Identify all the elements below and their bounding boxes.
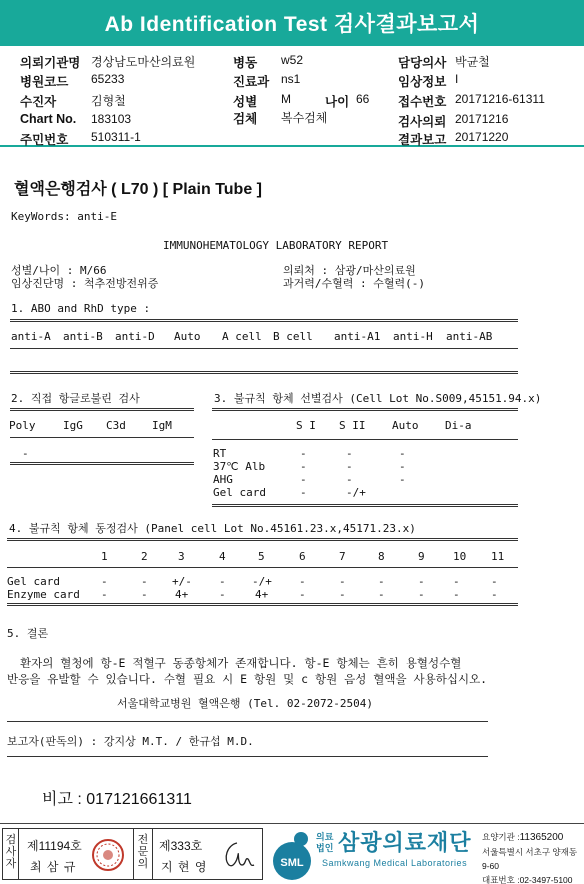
patient-value: 김형철: [91, 94, 126, 108]
specialist-name: 지 현 영: [161, 860, 208, 874]
dat-col-1: Poly: [9, 419, 36, 432]
sex-label: 성별: [233, 95, 258, 109]
divider: [152, 829, 153, 879]
specimen-label: 검체: [233, 112, 258, 126]
panel-cell: -: [339, 588, 346, 601]
panel-cell: -: [141, 588, 148, 601]
examiner-name: 최 삼 규: [30, 860, 77, 874]
company-phone: 대표번호 :02-3497-5100: [482, 875, 573, 884]
panel-cell: -: [219, 575, 226, 588]
diagnosis-line: 임상진단명 : 척추전방전위증: [11, 277, 159, 290]
panel-col-header: 5: [258, 550, 265, 563]
code-value: 65233: [91, 72, 125, 86]
request-value: 20171216: [455, 112, 509, 126]
history-line: 과거력/수혈력 : 수혈력(-): [283, 277, 425, 290]
legal-line-1: 의료: [316, 832, 334, 842]
divider: [133, 829, 134, 879]
rrn-label: 주민번호: [20, 133, 69, 147]
conclusion-line-2: 반응을 유발할 수 있습니다. 수혈 필요 시 E 항원 및 c 항원 음성 혈액을 사용하십시오.: [7, 672, 488, 686]
screen-row-label: AHG: [213, 473, 233, 486]
logo-text: SML: [280, 857, 304, 869]
screen-cell: -: [346, 460, 353, 473]
panel-cell: -: [453, 575, 460, 588]
dat-col-4: IgM: [152, 419, 172, 432]
patient-label: 수진자: [20, 95, 57, 109]
screen-col-2: S II: [339, 419, 366, 432]
panel-cell: +/-: [172, 575, 192, 588]
divider: [7, 603, 518, 606]
doctor-value: 박균철: [455, 55, 490, 69]
footer: [0, 823, 584, 884]
signature-icon: [217, 837, 257, 873]
panel-cell: -: [101, 575, 108, 588]
company-name: 삼광의료재단: [338, 830, 472, 855]
screen-cell: -: [399, 460, 406, 473]
company-contact: [482, 830, 584, 884]
screen-title: 3. 불규칙 항체 선별검사 (Cell Lot No.S009,45151.94.x): [214, 392, 542, 405]
panel-cell: 4+: [255, 588, 269, 601]
screen-cell: -: [300, 473, 307, 486]
dept-value: ns1: [281, 72, 301, 86]
panel-col-header: 10: [453, 550, 467, 563]
screen-col-1: S I: [296, 419, 316, 432]
request-label: 검사의뢰: [398, 115, 447, 129]
dept-label: 진료과: [233, 75, 270, 89]
keywords: KeyWords: anti-E: [11, 210, 117, 223]
examiner-label: 검사자: [5, 834, 17, 870]
panel-cell: -: [299, 575, 306, 588]
legal-line-2: 법인: [316, 843, 334, 853]
legal-entity: [316, 832, 333, 854]
divider: [10, 408, 194, 411]
screen-cell: -: [300, 486, 307, 499]
chart-value: 183103: [91, 112, 132, 126]
screen-row-label: 37℃ Alb: [213, 460, 266, 473]
sex-age-line: 성별/나이 : M/66: [11, 264, 107, 277]
panel-title: 4. 불규칙 항체 동정검사 (Panel cell Lot No.45161.23.x,45171.23.x): [9, 522, 416, 535]
panel-col-header: 6: [299, 550, 306, 563]
abo-col-2: anti-B: [63, 330, 103, 343]
divider: [212, 439, 518, 440]
specimen-value: 복수검체: [281, 111, 328, 125]
divider: [7, 538, 518, 541]
divider: [10, 371, 518, 374]
divider: [10, 462, 194, 465]
panel-cell: -: [491, 588, 498, 601]
divider: [18, 829, 19, 879]
divider: [7, 756, 488, 757]
seal-icon: [91, 838, 125, 872]
sml-logo-icon: [268, 829, 316, 881]
panel-cell: -/+: [252, 575, 272, 588]
panel-cell: -: [491, 575, 498, 588]
panel-col-header: 1: [101, 550, 108, 563]
abo-col-3: anti-D: [115, 330, 155, 343]
dat-col-3: C3d: [106, 419, 126, 432]
conclusion-line-1: 환자의 혈청에 항-E 적혈구 동종항체가 존재합니다. 항-E 항체는 흔히 용혈성수혈: [20, 656, 462, 670]
conclusion-title: 5. 결론: [7, 627, 49, 640]
requester-line: 의뢰처 : 삼광/마산의료원: [283, 264, 416, 277]
panel-col-header: 9: [418, 550, 425, 563]
divider: [10, 437, 194, 438]
panel-cell: -: [418, 588, 425, 601]
divider: [10, 348, 518, 349]
specialist-license: 제333호: [159, 839, 203, 853]
section-title: 혈액은행검사 ( L70 ) [ Plain Tube ]: [14, 181, 263, 198]
panel-row-label: Gel card: [7, 575, 60, 588]
panel-col-header: 11: [491, 550, 505, 563]
panel-cell: -: [101, 588, 108, 601]
examiner-license: 제11194호: [27, 839, 82, 853]
age-value: 66: [356, 92, 370, 106]
ward-value: w52: [281, 53, 304, 67]
report-date-value: 20171220: [455, 130, 509, 144]
screen-cell: -: [300, 447, 307, 460]
institution-code: 요양기관 :11365200: [482, 832, 564, 843]
reporter-line: 보고자(판독의) : 강지상 M.T. / 한규섭 M.D.: [7, 735, 254, 748]
panel-cell: -: [219, 588, 226, 601]
code-label: 병원코드: [20, 75, 69, 89]
age-label: 나이: [325, 95, 350, 109]
panel-cell: -: [299, 588, 306, 601]
hospital-value: 경상남도마산의료원: [91, 55, 196, 69]
signature-box: [2, 828, 263, 880]
company-name-en: Samkwang Medical Laboratories: [322, 858, 468, 868]
panel-row-label: Enzyme card: [7, 588, 80, 601]
dat-title: 2. 직접 항글로불린 검사: [11, 392, 140, 405]
screen-row-label: Gel card: [213, 486, 266, 499]
screen-cell: -: [346, 447, 353, 460]
divider: [212, 408, 518, 411]
panel-col-header: 4: [219, 550, 226, 563]
patient-info: [0, 47, 584, 147]
dat-col-2: IgG: [63, 419, 83, 432]
remark-label: 비고 :: [42, 791, 82, 808]
lab-report-title: IMMUNOHEMATOLOGY LABORATORY REPORT: [163, 239, 389, 252]
specialist-label: 전문의: [137, 834, 149, 870]
abo-col-8: anti-H: [393, 330, 433, 343]
report-title: Ab Identification Test 검사결과보고서: [104, 13, 480, 36]
abo-col-6: B cell: [273, 330, 313, 343]
panel-cell: 4+: [175, 588, 189, 601]
screen-cell: -: [346, 473, 353, 486]
remark: [42, 786, 192, 809]
divider: [212, 504, 518, 507]
abo-col-5: A cell: [222, 330, 262, 343]
report-date-label: 결과보고: [398, 133, 447, 147]
panel-cell: -: [141, 575, 148, 588]
receipt-value: 20171216-61311: [455, 92, 545, 106]
doctor-label: 담당의사: [398, 56, 447, 70]
screen-col-4: Di-a: [445, 419, 472, 432]
divider: [7, 721, 488, 722]
screen-cell: -: [300, 460, 307, 473]
report-header: [0, 0, 584, 46]
receipt-label: 접수번호: [398, 95, 447, 109]
screen-cell: -: [399, 447, 406, 460]
panel-col-header: 3: [178, 550, 185, 563]
abo-col-1: anti-A: [11, 330, 51, 343]
divider: [10, 319, 518, 322]
panel-cell: -: [418, 575, 425, 588]
ward-label: 병동: [233, 56, 258, 70]
rrn-value: 510311-1: [91, 130, 141, 144]
screen-cell: -: [399, 473, 406, 486]
abo-title: 1. ABO and RhD type :: [11, 302, 151, 315]
panel-col-header: 7: [339, 550, 346, 563]
panel-col-header: 8: [378, 550, 385, 563]
remark-value: 017121661311: [86, 791, 192, 808]
abo-col-7: anti-A1: [334, 330, 381, 343]
screen-cell: -/+: [346, 486, 366, 499]
panel-cell: -: [378, 575, 385, 588]
chart-label: Chart No.: [20, 112, 77, 126]
panel-cell: -: [339, 575, 346, 588]
clinical-value: I: [455, 72, 459, 86]
dat-value: -: [22, 447, 29, 460]
institution-line: 서울대학교병원 혈액은행 (Tel. 02-2072-2504): [117, 697, 373, 710]
panel-cell: -: [453, 588, 460, 601]
company-address: 서울특별시 서초구 양재동 9-60: [482, 847, 578, 871]
screen-row-label: RT: [213, 447, 227, 460]
clinical-label: 임상정보: [398, 75, 447, 89]
hospital-label: 의뢰기관명: [20, 56, 81, 70]
abo-col-9: anti-AB: [446, 330, 493, 343]
panel-cell: -: [378, 588, 385, 601]
sex-value: M: [281, 92, 291, 106]
panel-col-header: 2: [141, 550, 148, 563]
screen-col-3: Auto: [392, 419, 419, 432]
divider: [7, 567, 518, 568]
abo-col-4: Auto: [174, 330, 201, 343]
